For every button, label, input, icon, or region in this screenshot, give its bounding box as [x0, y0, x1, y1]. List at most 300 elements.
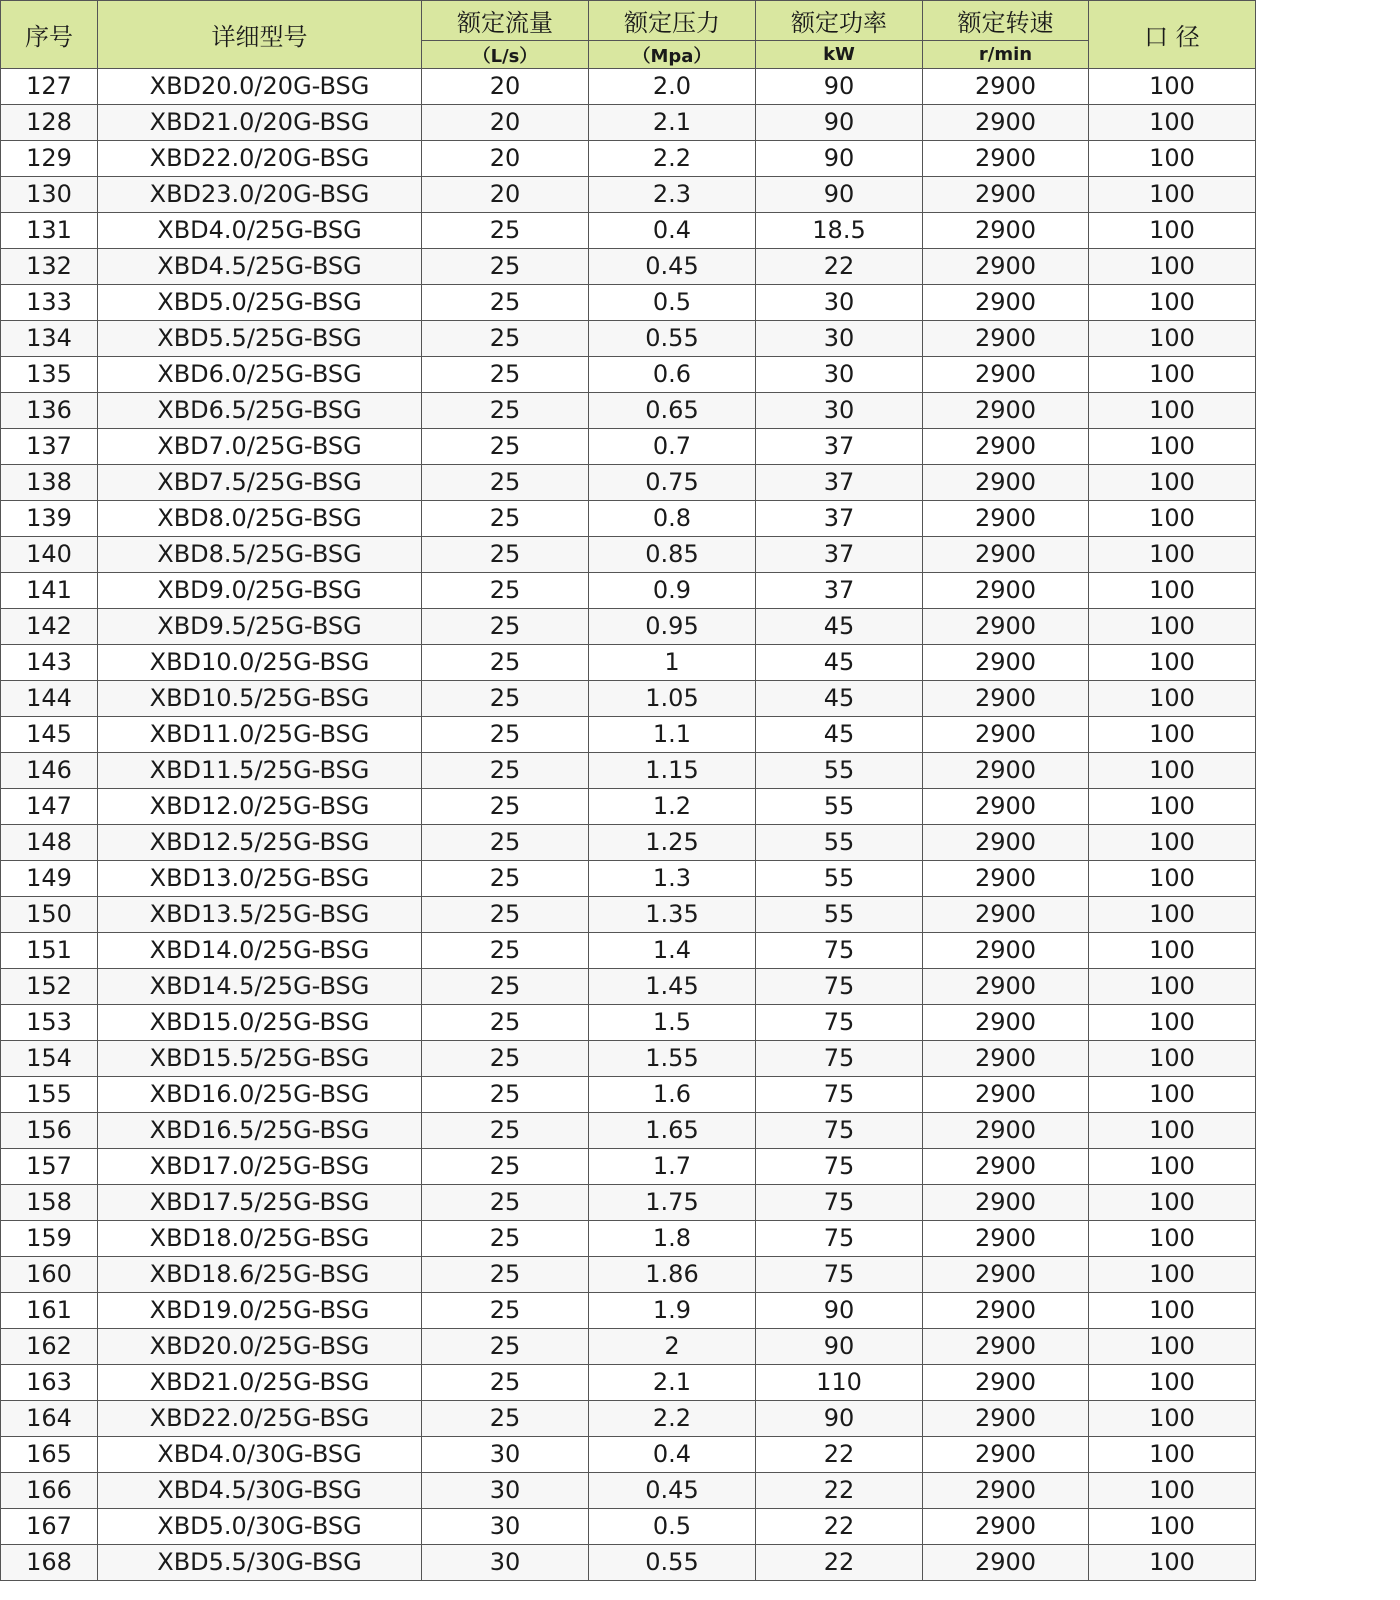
cell-flow: 25: [422, 969, 589, 1005]
cell-model: XBD13.0/25G-BSG: [98, 861, 422, 897]
table-row: [1, 501, 1256, 537]
table-row: [1, 573, 1256, 609]
cell-pressure: 1.55: [589, 1041, 756, 1077]
cell-pressure: 0.95: [589, 609, 756, 645]
table-row: [1, 429, 1256, 465]
cell-diameter: 100: [1089, 1221, 1256, 1257]
cell-speed: 2900: [923, 1041, 1089, 1077]
cell-model: XBD7.0/25G-BSG: [98, 429, 422, 465]
cell-model: XBD4.0/25G-BSG: [98, 213, 422, 249]
cell-diameter: 100: [1089, 1437, 1256, 1473]
cell-power: 55: [756, 825, 923, 861]
cell-model: XBD6.0/25G-BSG: [98, 357, 422, 393]
cell-model: XBD21.0/20G-BSG: [98, 105, 422, 141]
cell-speed: 2900: [923, 393, 1089, 429]
cell-diameter: 100: [1089, 789, 1256, 825]
cell-diameter: 100: [1089, 249, 1256, 285]
cell-index: 141: [1, 573, 98, 609]
cell-flow: 20: [422, 141, 589, 177]
cell-diameter: 100: [1089, 1401, 1256, 1437]
table-row: [1, 1149, 1256, 1185]
cell-speed: 2900: [923, 1329, 1089, 1365]
cell-diameter: 100: [1089, 1041, 1256, 1077]
table-row: [1, 1041, 1256, 1077]
table-row: [1, 1221, 1256, 1257]
cell-model: XBD23.0/20G-BSG: [98, 177, 422, 213]
cell-model: XBD19.0/25G-BSG: [98, 1293, 422, 1329]
table-row: [1, 1545, 1256, 1581]
cell-model: XBD13.5/25G-BSG: [98, 897, 422, 933]
cell-model: XBD15.5/25G-BSG: [98, 1041, 422, 1077]
cell-speed: 2900: [923, 681, 1089, 717]
header-flow: 额定流量: [422, 1, 589, 41]
cell-pressure: 2.1: [589, 1365, 756, 1401]
cell-speed: 2900: [923, 501, 1089, 537]
cell-power: 90: [756, 177, 923, 213]
cell-diameter: 100: [1089, 681, 1256, 717]
cell-diameter: 100: [1089, 897, 1256, 933]
cell-pressure: 1.86: [589, 1257, 756, 1293]
cell-pressure: 0.45: [589, 1473, 756, 1509]
cell-flow: 25: [422, 1329, 589, 1365]
cell-diameter: 100: [1089, 1293, 1256, 1329]
cell-speed: 2900: [923, 1185, 1089, 1221]
cell-power: 30: [756, 357, 923, 393]
cell-index: 157: [1, 1149, 98, 1185]
cell-flow: 25: [422, 789, 589, 825]
table-row: [1, 1473, 1256, 1509]
cell-flow: 25: [422, 501, 589, 537]
cell-index: 159: [1, 1221, 98, 1257]
cell-speed: 2900: [923, 285, 1089, 321]
cell-power: 90: [756, 1293, 923, 1329]
cell-pressure: 2: [589, 1329, 756, 1365]
cell-model: XBD21.0/25G-BSG: [98, 1365, 422, 1401]
cell-diameter: 100: [1089, 105, 1256, 141]
cell-flow: 20: [422, 177, 589, 213]
cell-flow: 25: [422, 1149, 589, 1185]
cell-index: 164: [1, 1401, 98, 1437]
cell-speed: 2900: [923, 789, 1089, 825]
cell-model: XBD5.0/30G-BSG: [98, 1509, 422, 1545]
cell-diameter: 100: [1089, 969, 1256, 1005]
cell-index: 143: [1, 645, 98, 681]
cell-pressure: 1.2: [589, 789, 756, 825]
cell-flow: 25: [422, 537, 589, 573]
cell-diameter: 100: [1089, 825, 1256, 861]
cell-diameter: 100: [1089, 1185, 1256, 1221]
table-row: [1, 753, 1256, 789]
unit-speed: r/min: [923, 41, 1089, 69]
cell-model: XBD5.5/30G-BSG: [98, 1545, 422, 1581]
table-row: [1, 645, 1256, 681]
cell-speed: 2900: [923, 141, 1089, 177]
cell-index: 156: [1, 1113, 98, 1149]
cell-model: XBD11.5/25G-BSG: [98, 753, 422, 789]
cell-power: 75: [756, 1041, 923, 1077]
cell-model: XBD8.5/25G-BSG: [98, 537, 422, 573]
cell-flow: 25: [422, 681, 589, 717]
cell-power: 37: [756, 537, 923, 573]
cell-power: 22: [756, 1437, 923, 1473]
cell-diameter: 100: [1089, 645, 1256, 681]
cell-speed: 2900: [923, 1365, 1089, 1401]
cell-power: 45: [756, 645, 923, 681]
table-row: [1, 213, 1256, 249]
cell-speed: 2900: [923, 429, 1089, 465]
cell-power: 55: [756, 861, 923, 897]
cell-model: XBD16.5/25G-BSG: [98, 1113, 422, 1149]
cell-index: 137: [1, 429, 98, 465]
cell-flow: 25: [422, 825, 589, 861]
cell-diameter: 100: [1089, 1005, 1256, 1041]
cell-pressure: 1.65: [589, 1113, 756, 1149]
cell-index: 153: [1, 1005, 98, 1041]
table-row: [1, 861, 1256, 897]
cell-flow: 25: [422, 1293, 589, 1329]
cell-index: 134: [1, 321, 98, 357]
table-row: [1, 141, 1256, 177]
cell-pressure: 1.75: [589, 1185, 756, 1221]
cell-speed: 2900: [923, 177, 1089, 213]
cell-flow: 25: [422, 285, 589, 321]
cell-speed: 2900: [923, 213, 1089, 249]
cell-pressure: 1.05: [589, 681, 756, 717]
cell-power: 55: [756, 789, 923, 825]
cell-speed: 2900: [923, 861, 1089, 897]
cell-flow: 30: [422, 1473, 589, 1509]
cell-speed: 2900: [923, 1509, 1089, 1545]
cell-speed: 2900: [923, 573, 1089, 609]
cell-pressure: 1.15: [589, 753, 756, 789]
cell-power: 75: [756, 1005, 923, 1041]
cell-pressure: 1.4: [589, 933, 756, 969]
cell-diameter: 100: [1089, 1257, 1256, 1293]
cell-pressure: 0.55: [589, 321, 756, 357]
cell-pressure: 0.55: [589, 1545, 756, 1581]
cell-power: 22: [756, 1473, 923, 1509]
cell-speed: 2900: [923, 357, 1089, 393]
cell-index: 160: [1, 1257, 98, 1293]
cell-speed: 2900: [923, 825, 1089, 861]
cell-flow: 25: [422, 1185, 589, 1221]
cell-power: 30: [756, 393, 923, 429]
cell-diameter: 100: [1089, 69, 1256, 105]
cell-index: 168: [1, 1545, 98, 1581]
cell-model: XBD16.0/25G-BSG: [98, 1077, 422, 1113]
cell-index: 166: [1, 1473, 98, 1509]
cell-power: 75: [756, 1185, 923, 1221]
cell-speed: 2900: [923, 537, 1089, 573]
cell-speed: 2900: [923, 1293, 1089, 1329]
cell-flow: 25: [422, 393, 589, 429]
table-row: [1, 357, 1256, 393]
cell-speed: 2900: [923, 1005, 1089, 1041]
cell-index: 145: [1, 717, 98, 753]
cell-pressure: 1.3: [589, 861, 756, 897]
cell-flow: 25: [422, 609, 589, 645]
cell-model: XBD4.5/30G-BSG: [98, 1473, 422, 1509]
cell-pressure: 2.2: [589, 141, 756, 177]
cell-power: 75: [756, 1077, 923, 1113]
table-row: [1, 789, 1256, 825]
cell-power: 75: [756, 1149, 923, 1185]
cell-speed: 2900: [923, 969, 1089, 1005]
cell-power: 55: [756, 753, 923, 789]
cell-power: 30: [756, 285, 923, 321]
cell-flow: 25: [422, 429, 589, 465]
cell-index: 167: [1, 1509, 98, 1545]
cell-model: XBD7.5/25G-BSG: [98, 465, 422, 501]
cell-diameter: 100: [1089, 537, 1256, 573]
cell-pressure: 1.8: [589, 1221, 756, 1257]
cell-speed: 2900: [923, 717, 1089, 753]
cell-model: XBD6.5/25G-BSG: [98, 393, 422, 429]
cell-speed: 2900: [923, 69, 1089, 105]
cell-pressure: 1.1: [589, 717, 756, 753]
cell-index: 130: [1, 177, 98, 213]
cell-pressure: 1.9: [589, 1293, 756, 1329]
cell-power: 37: [756, 573, 923, 609]
cell-model: XBD12.5/25G-BSG: [98, 825, 422, 861]
header-model: 详细型号: [98, 1, 422, 69]
cell-speed: 2900: [923, 105, 1089, 141]
cell-index: 152: [1, 969, 98, 1005]
cell-model: XBD20.0/25G-BSG: [98, 1329, 422, 1365]
cell-power: 75: [756, 969, 923, 1005]
table-row: [1, 1329, 1256, 1365]
cell-index: 163: [1, 1365, 98, 1401]
header-power: 额定功率: [756, 1, 923, 41]
cell-speed: 2900: [923, 609, 1089, 645]
cell-flow: 25: [422, 933, 589, 969]
cell-index: 150: [1, 897, 98, 933]
unit-power: kW: [756, 41, 923, 69]
cell-flow: 25: [422, 213, 589, 249]
cell-diameter: 100: [1089, 1545, 1256, 1581]
cell-power: 45: [756, 609, 923, 645]
table-row: [1, 1365, 1256, 1401]
cell-flow: 25: [422, 897, 589, 933]
cell-speed: 2900: [923, 1113, 1089, 1149]
cell-diameter: 100: [1089, 1509, 1256, 1545]
table-row: [1, 681, 1256, 717]
table-header: [1, 1, 1256, 69]
header-index: 序号: [1, 1, 98, 69]
cell-speed: 2900: [923, 645, 1089, 681]
cell-diameter: 100: [1089, 1365, 1256, 1401]
cell-pressure: 2.2: [589, 1401, 756, 1437]
header-pressure: 额定压力: [589, 1, 756, 41]
table-row: [1, 1005, 1256, 1041]
cell-power: 18.5: [756, 213, 923, 249]
table-row: [1, 177, 1256, 213]
cell-diameter: 100: [1089, 609, 1256, 645]
cell-index: 133: [1, 285, 98, 321]
cell-flow: 25: [422, 1113, 589, 1149]
cell-index: 146: [1, 753, 98, 789]
cell-diameter: 100: [1089, 177, 1256, 213]
cell-power: 22: [756, 1509, 923, 1545]
cell-index: 155: [1, 1077, 98, 1113]
table-row: [1, 537, 1256, 573]
cell-flow: 25: [422, 1041, 589, 1077]
table-row: [1, 465, 1256, 501]
cell-diameter: 100: [1089, 501, 1256, 537]
cell-speed: 2900: [923, 249, 1089, 285]
cell-diameter: 100: [1089, 429, 1256, 465]
cell-pressure: 0.5: [589, 1509, 756, 1545]
cell-flow: 25: [422, 465, 589, 501]
cell-flow: 25: [422, 1077, 589, 1113]
cell-index: 140: [1, 537, 98, 573]
cell-diameter: 100: [1089, 753, 1256, 789]
cell-index: 139: [1, 501, 98, 537]
cell-flow: 25: [422, 717, 589, 753]
table-row: [1, 69, 1256, 105]
cell-speed: 2900: [923, 753, 1089, 789]
cell-speed: 2900: [923, 465, 1089, 501]
cell-flow: 25: [422, 753, 589, 789]
header-speed: 额定转速: [923, 1, 1089, 41]
cell-power: 37: [756, 465, 923, 501]
cell-speed: 2900: [923, 321, 1089, 357]
cell-flow: 20: [422, 105, 589, 141]
table-row: [1, 717, 1256, 753]
cell-power: 90: [756, 1401, 923, 1437]
table-row: [1, 105, 1256, 141]
cell-diameter: 100: [1089, 1149, 1256, 1185]
cell-diameter: 100: [1089, 1113, 1256, 1149]
cell-flow: 25: [422, 1401, 589, 1437]
cell-model: XBD11.0/25G-BSG: [98, 717, 422, 753]
cell-model: XBD22.0/25G-BSG: [98, 1401, 422, 1437]
cell-speed: 2900: [923, 1437, 1089, 1473]
cell-pressure: 0.7: [589, 429, 756, 465]
cell-index: 151: [1, 933, 98, 969]
table-row: [1, 969, 1256, 1005]
cell-model: XBD14.5/25G-BSG: [98, 969, 422, 1005]
cell-power: 90: [756, 69, 923, 105]
cell-flow: 25: [422, 861, 589, 897]
cell-flow: 25: [422, 357, 589, 393]
cell-index: 161: [1, 1293, 98, 1329]
cell-speed: 2900: [923, 1221, 1089, 1257]
table-row: [1, 1185, 1256, 1221]
cell-model: XBD17.0/25G-BSG: [98, 1149, 422, 1185]
cell-diameter: 100: [1089, 141, 1256, 177]
cell-pressure: 0.85: [589, 537, 756, 573]
cell-pressure: 0.4: [589, 1437, 756, 1473]
cell-power: 90: [756, 141, 923, 177]
table-row: [1, 321, 1256, 357]
cell-power: 45: [756, 681, 923, 717]
cell-power: 55: [756, 897, 923, 933]
cell-pressure: 0.4: [589, 213, 756, 249]
cell-flow: 25: [422, 1257, 589, 1293]
cell-power: 22: [756, 1545, 923, 1581]
table-row: [1, 1113, 1256, 1149]
unit-flow: （L/s）: [422, 41, 589, 69]
cell-flow: 30: [422, 1545, 589, 1581]
cell-diameter: 100: [1089, 1473, 1256, 1509]
table-row: [1, 609, 1256, 645]
cell-speed: 2900: [923, 1257, 1089, 1293]
cell-index: 136: [1, 393, 98, 429]
cell-speed: 2900: [923, 897, 1089, 933]
cell-model: XBD5.0/25G-BSG: [98, 285, 422, 321]
cell-diameter: 100: [1089, 573, 1256, 609]
cell-model: XBD14.0/25G-BSG: [98, 933, 422, 969]
cell-pressure: 0.6: [589, 357, 756, 393]
cell-diameter: 100: [1089, 213, 1256, 249]
cell-flow: 25: [422, 249, 589, 285]
cell-power: 75: [756, 933, 923, 969]
cell-pressure: 0.65: [589, 393, 756, 429]
cell-diameter: 100: [1089, 321, 1256, 357]
header-diameter: 口 径: [1089, 1, 1256, 69]
cell-index: 129: [1, 141, 98, 177]
cell-pressure: 2.3: [589, 177, 756, 213]
cell-index: 165: [1, 1437, 98, 1473]
cell-pressure: 2.1: [589, 105, 756, 141]
unit-pressure: （Mpa）: [589, 41, 756, 69]
cell-diameter: 100: [1089, 717, 1256, 753]
cell-model: XBD22.0/20G-BSG: [98, 141, 422, 177]
table-row: [1, 1437, 1256, 1473]
table-row: [1, 249, 1256, 285]
cell-model: XBD20.0/20G-BSG: [98, 69, 422, 105]
cell-flow: 25: [422, 1365, 589, 1401]
table-row: [1, 825, 1256, 861]
cell-index: 142: [1, 609, 98, 645]
cell-index: 154: [1, 1041, 98, 1077]
table-row: [1, 1509, 1256, 1545]
cell-index: 162: [1, 1329, 98, 1365]
cell-model: XBD12.0/25G-BSG: [98, 789, 422, 825]
cell-flow: 30: [422, 1437, 589, 1473]
table-row: [1, 1077, 1256, 1113]
cell-pressure: 0.5: [589, 285, 756, 321]
cell-model: XBD10.5/25G-BSG: [98, 681, 422, 717]
cell-diameter: 100: [1089, 285, 1256, 321]
cell-index: 132: [1, 249, 98, 285]
cell-flow: 25: [422, 573, 589, 609]
cell-diameter: 100: [1089, 393, 1256, 429]
cell-pressure: 1: [589, 645, 756, 681]
cell-pressure: 1.25: [589, 825, 756, 861]
cell-model: XBD4.5/25G-BSG: [98, 249, 422, 285]
cell-power: 37: [756, 429, 923, 465]
cell-model: XBD15.0/25G-BSG: [98, 1005, 422, 1041]
cell-index: 128: [1, 105, 98, 141]
cell-pressure: 0.8: [589, 501, 756, 537]
cell-power: 75: [756, 1257, 923, 1293]
cell-power: 75: [756, 1221, 923, 1257]
cell-diameter: 100: [1089, 933, 1256, 969]
cell-flow: 25: [422, 645, 589, 681]
cell-index: 127: [1, 69, 98, 105]
cell-diameter: 100: [1089, 1077, 1256, 1113]
cell-pressure: 1.7: [589, 1149, 756, 1185]
cell-flow: 25: [422, 1005, 589, 1041]
cell-model: XBD18.6/25G-BSG: [98, 1257, 422, 1293]
cell-speed: 2900: [923, 1473, 1089, 1509]
cell-power: 37: [756, 501, 923, 537]
cell-power: 90: [756, 1329, 923, 1365]
cell-pressure: 1.6: [589, 1077, 756, 1113]
cell-diameter: 100: [1089, 1329, 1256, 1365]
